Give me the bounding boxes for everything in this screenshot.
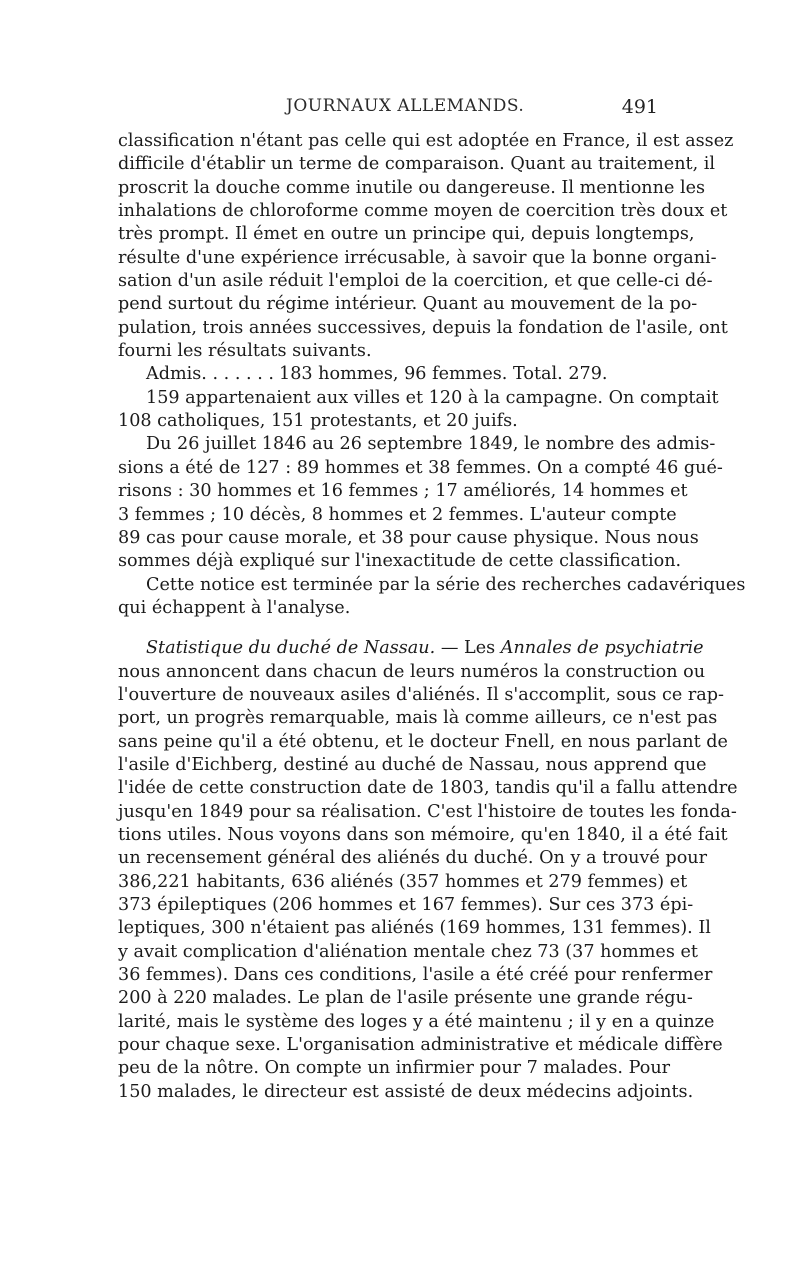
running-head xyxy=(118,96,658,122)
text-line: pend surtout du régime intérieur. Quant au mouvement de la po- xyxy=(118,294,698,315)
text-line: Du 26 juillet 1846 au 26 septembre 1849, le nombre des admis- xyxy=(146,434,716,455)
text-line: un recensement général des aliénés du duché. On y a trouvé pour xyxy=(118,848,708,869)
text-line: y avait complication d'aliénation mentale chez 73 (37 hommes et xyxy=(118,941,698,962)
text-line: tions utiles. Nous voyons dans son mémoire, qu'en 1840, il a été fait xyxy=(118,824,728,845)
text-line: proscrit la douche comme inutile ou dangereuse. Il mentionne les xyxy=(118,177,706,198)
text-line: Cette notice est terminée par la série des recherches cadavériques xyxy=(146,574,746,595)
text-line: sans peine qu'il a été obtenu, et le docteur Fnell, en nous parlant de xyxy=(118,731,728,752)
text-line: sions a été de 127 : 89 hommes et 38 femmes. On a compté 46 gué- xyxy=(118,457,723,478)
paragraph xyxy=(118,574,746,621)
text-line: 159 appartenaient aux villes et 120 à la campagne. On comptait xyxy=(146,387,719,408)
text-line: 3 femmes ; 10 décès, 8 hommes et 2 femmes. L'auteur compte xyxy=(118,504,677,525)
text-line: jusqu'en 1849 pour sa réalisation. C'est l'histoire de toutes les fonda- xyxy=(118,801,737,822)
admissions-line xyxy=(118,363,670,386)
text-line: sation d'un asile réduit l'emploi de la coercition, et que celle-ci dé- xyxy=(118,271,713,292)
text-line: sommes déjà expliqué sur l'inexactitude de cette classification. xyxy=(118,551,682,572)
admissions-label: Admis. . . . . . . xyxy=(146,364,275,385)
admissions-value: 183 hommes, 96 femmes. Total. 279. xyxy=(279,364,608,385)
text-line: fourni les résultats suivants. xyxy=(118,341,372,362)
text-line: 373 épileptiques (206 hommes et 167 femmes). Sur ces 373 épi- xyxy=(118,895,694,915)
text-line: port, un progrès remarquable, mais là comme ailleurs, ce n'est pas xyxy=(118,708,718,729)
text-line: peu de la nôtre. On compte un infirmier pour 7 malades. Pour xyxy=(118,1058,671,1079)
text-line: leptiques, 300 n'étaient pas aliénés (169 hommes, 131 femmes). Il xyxy=(118,918,711,939)
text-line: classification n'étant pas celle qui est adoptée en France, il est assez xyxy=(118,131,734,151)
section-nassau xyxy=(118,637,738,1104)
text-line: très prompt. Il émet en outre un principe qui, depuis longtemps, xyxy=(118,224,695,245)
paragraph xyxy=(118,433,723,573)
text-line: risons : 30 hommes et 16 femmes ; 17 améliorés, 14 hommes et xyxy=(118,481,688,502)
text-line: qui échappent à l'analyse. xyxy=(118,597,351,618)
journal-title: Annales de psychiatrie xyxy=(500,638,704,659)
text-line: pour chaque sexe. L'organisation administrative et médicale diffère xyxy=(118,1035,723,1056)
text-line: 108 catholiques, 151 protestants, et 20 juifs. xyxy=(118,411,518,432)
text-line: 89 cas pour cause morale, et 38 pour cause physique. Nous nous xyxy=(118,527,699,548)
heading-dash: — Les xyxy=(435,638,501,659)
paragraph xyxy=(118,387,719,434)
section-gap xyxy=(118,620,670,637)
text-line: 200 à 220 malades. Le plan de l'asile présente une grande régu- xyxy=(118,988,693,1009)
body-text xyxy=(118,130,746,1104)
text-line: larité, mais le système des loges y a été maintenu ; il y en a quinze xyxy=(118,1011,715,1032)
section-heading: Statistique du duché de Nassau. xyxy=(146,638,436,659)
text-line: pulation, trois années successives, depuis la fondation de l'asile, ont xyxy=(118,317,728,338)
text-line: l'ouverture de nouveaux asiles d'aliénés. Il s'accomplit, sous ce rap- xyxy=(118,684,725,705)
running-title: JOURNAUX ALLEMANDS. xyxy=(286,96,525,116)
text-line: résulte d'une expérience irrécusable, à savoir que la bonne organi- xyxy=(118,247,717,268)
section-heading-line xyxy=(118,637,704,660)
text-line: 36 femmes). Dans ces conditions, l'asile a été créé pour renfermer xyxy=(118,965,713,986)
page-number: 491 xyxy=(621,96,658,118)
paragraph-continuation xyxy=(118,130,734,363)
text-line: inhalations de chloroforme comme moyen de coercition très doux et xyxy=(118,201,728,222)
text-line: nous annoncent dans chacun de leurs numéros la construction ou xyxy=(118,661,706,682)
text-line: difficile d'établir un terme de comparaison. Quant au traitement, il xyxy=(118,154,716,175)
text-line: l'idée de cette construction date de 1803, tandis qu'il a fallu attendre xyxy=(118,778,738,799)
text-line: 150 malades, le directeur est assisté de deux médecins adjoints. xyxy=(118,1081,694,1102)
text-line: l'asile d'Eichberg, destiné au duché de Nassau, nous apprend que xyxy=(118,754,707,775)
text-line: 386,221 habitants, 636 aliénés (357 hommes et 279 femmes) et xyxy=(118,871,688,892)
